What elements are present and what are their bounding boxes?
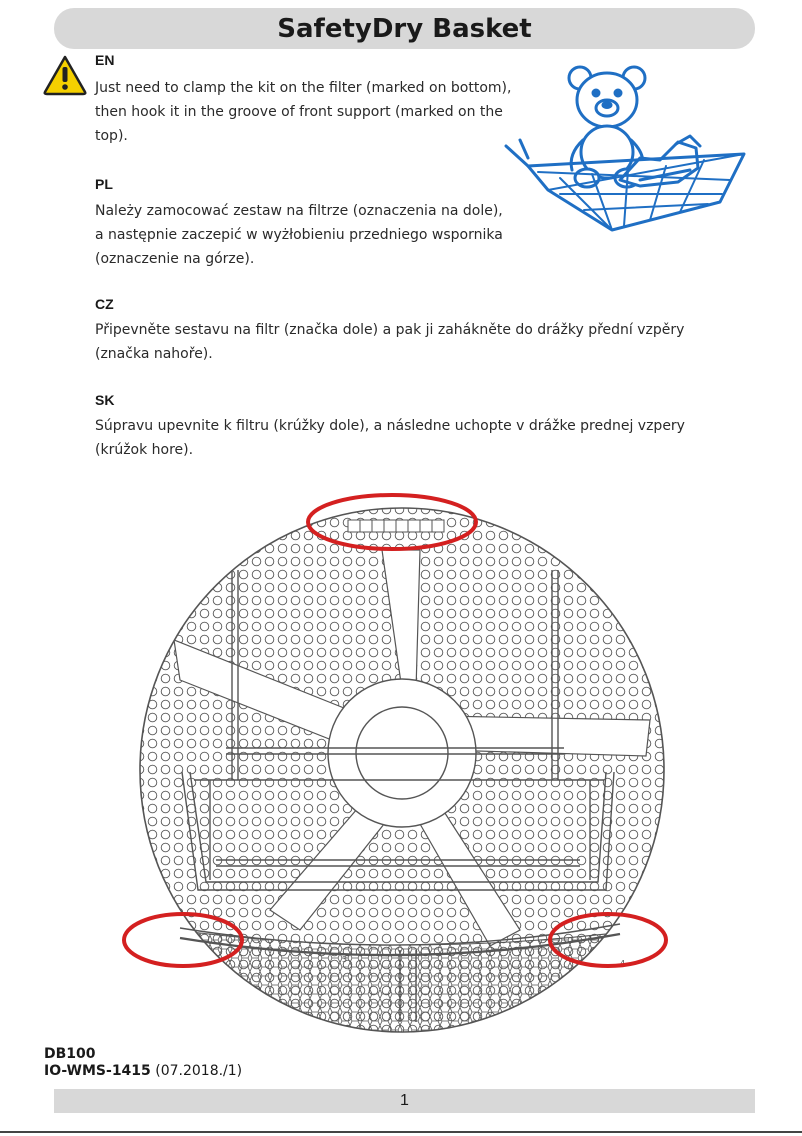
paragraph-line: Připevněte sestavu na filtr (značka dole) a pak ji zahákněte do drážky přední vzpěry — [95, 322, 685, 338]
lang-code-sk: SK — [95, 392, 115, 408]
paragraph-line: then hook it in the groove of front support (marked on the — [95, 104, 503, 120]
part-mark-right: 4 — [620, 959, 626, 968]
footer-bar — [54, 1089, 755, 1113]
paragraph-line: (krúžok hore). — [95, 442, 194, 458]
page-number: 1 — [400, 1092, 409, 1109]
title-bar — [54, 8, 755, 49]
lang-code-pl: PL — [95, 176, 113, 192]
paragraph-pl — [95, 199, 503, 271]
model-number: DB100 — [44, 1046, 96, 1062]
paragraph-line: (oznaczenie na górze). — [95, 251, 255, 267]
paragraph-line: Just need to clamp the kit on the filter (marked on bottom), — [95, 80, 512, 96]
paragraph-line: a następnie zaczepić w wyżłobieniu przedniego wspornika — [95, 227, 503, 243]
document-date: (07.2018./1) — [155, 1063, 243, 1079]
part-mark-left: 3 — [342, 955, 348, 964]
document-code-id: IO-WMS-1415 — [44, 1063, 151, 1079]
lang-code-cz: CZ — [95, 296, 114, 312]
document-code — [44, 1063, 242, 1079]
filter-diagram — [120, 490, 680, 1035]
warning-icon — [42, 54, 88, 96]
paragraph-line: top). — [95, 128, 128, 144]
paragraph-sk — [95, 414, 685, 462]
bottom-divider — [0, 1131, 802, 1133]
paragraph-line: Należy zamocować zestaw na filtrze (oznaczenia na dole), — [95, 203, 503, 219]
paragraph-line: (značka nahoře). — [95, 346, 213, 362]
page-title: SafetyDry Basket — [277, 13, 532, 44]
paragraph-line: Súpravu upevnite k filtru (krúžky dole), a následne uchopte v drážke prednej vzpery — [95, 418, 685, 434]
paragraph-cz — [95, 318, 684, 366]
paragraph-en — [95, 76, 511, 148]
teddy-basket-icon — [500, 62, 750, 232]
lang-code-en: EN — [95, 52, 115, 68]
